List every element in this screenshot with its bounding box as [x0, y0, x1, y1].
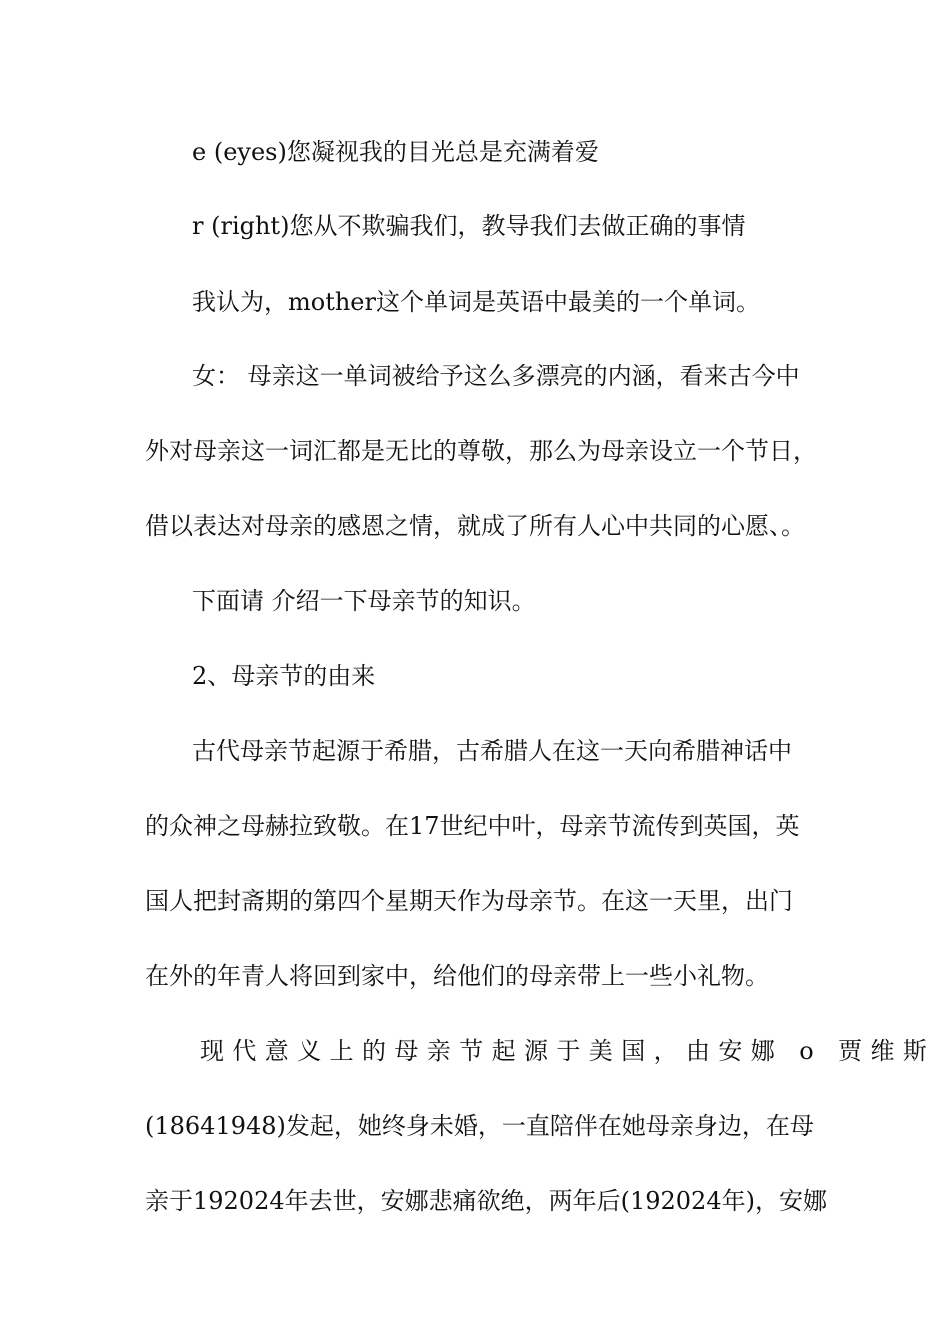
section-heading: 2、母亲节的由来 [192, 662, 376, 690]
text-line: 古代母亲节起源于希腊，古希腊人在这一天向希腊神话中 [192, 737, 792, 765]
text-line: 下面请 介绍一下母亲节的知识。 [192, 587, 536, 615]
text-line: 在外的年青人将回到家中，给他们的母亲带上一些小礼物。 [145, 962, 769, 990]
text-line: 国人把封斋期的第四个星期天作为母亲节。在这一天里，出门 [145, 887, 793, 915]
text-line: 的众神之母赫拉致敬。在17世纪中叶，母亲节流传到英国，英 [145, 812, 800, 840]
text-line: 外对母亲这一词汇都是无比的尊敬，那么为母亲设立一个节日， [145, 437, 817, 465]
text-line: 我认为，mother这个单词是英语中最美的一个单词。 [192, 288, 760, 316]
text-line: 女： 母亲这一单词被给予这么多漂亮的内涵，看来古今中 [192, 362, 800, 390]
text-line: 借以表达对母亲的感恩之情，就成了所有人心中共同的心愿、。 [145, 512, 805, 540]
text-line: 亲于192024年去世，安娜悲痛欲绝，两年后(192024年)，安娜 [145, 1187, 827, 1215]
text-line: r (right)您从不欺骗我们，教导我们去做正确的事情 [192, 212, 746, 240]
text-line: e (eyes)您凝视我的目光总是充满着爱 [192, 138, 599, 166]
text-line: (18641948)发起，她终身未婚，一直陪伴在她母亲身边，在母 [145, 1112, 814, 1140]
text-line: 现代意义上的母亲节起源于美国，由安娜 o 贾维斯 [200, 1037, 936, 1065]
